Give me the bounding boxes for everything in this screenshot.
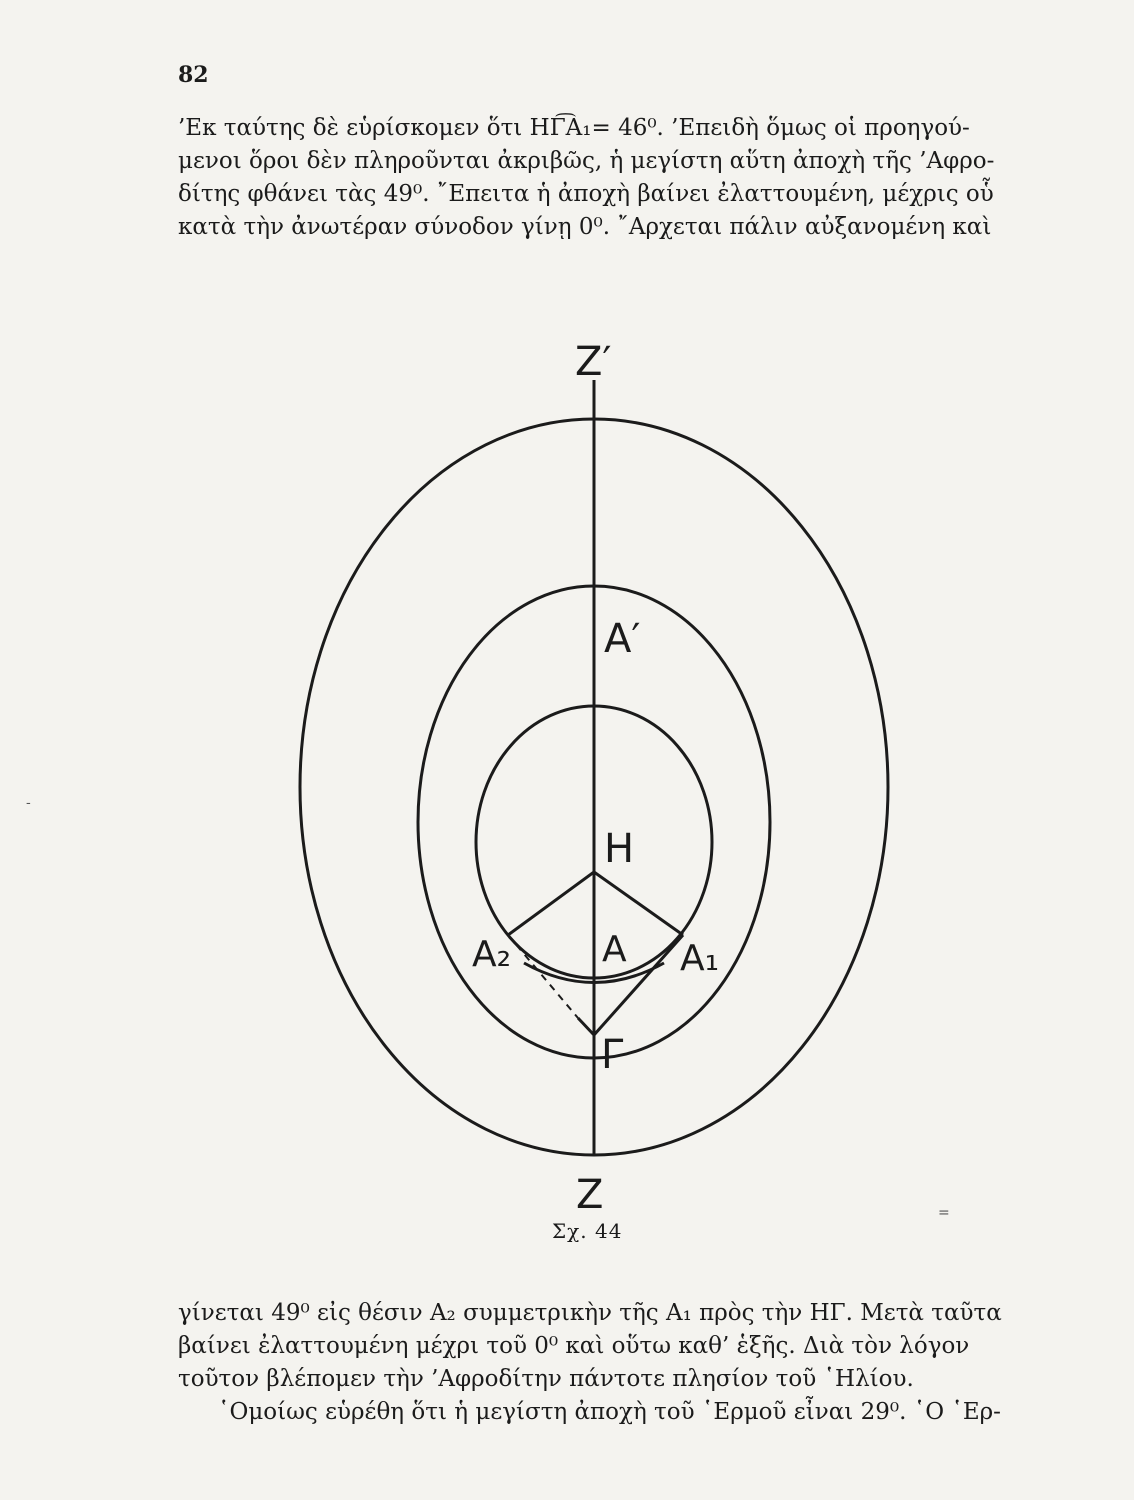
figure-caption: Σχ. 44 xyxy=(552,1219,623,1243)
page-number: 82 xyxy=(178,62,209,88)
text-line: γίνεται 49⁰ εἰς θέσιν Α₂ συμμετρικὴν τῆς Α₁ πρὸς τὴν ΗΓ. Μετὰ ταῦτα xyxy=(178,1300,1002,1326)
text-line: μενοι ὅροι δὲν πληροῦνται ἀκριβῶς, ἡ μεγίστη αὕτη ἀποχὴ τῆς ’Αφρο- xyxy=(178,148,995,174)
label-a-prime: A′ xyxy=(604,616,641,662)
margin-mark: - xyxy=(26,795,31,811)
text-line: τοῦτον βλέπομεν τὴν ’Αφροδίτην πάντοτε πλησίον τοῦ ῾Ηλίου. xyxy=(178,1366,914,1392)
label-a1: A₁ xyxy=(680,938,720,979)
text-line: βαίνει ἐλαττουμένη μέχρι τοῦ 0⁰ καὶ οὕτω καθ’ ἑξῆς. Διὰ τὸν λόγον xyxy=(178,1333,970,1359)
label-z-prime: Z′ xyxy=(575,339,612,385)
radius-line-a1 xyxy=(594,872,683,935)
radius-line-a2 xyxy=(508,872,594,935)
text-line: ῾Ομοίως εὑρέθη ὅτι ἡ μεγίστη ἀποχὴ τοῦ ῾Ερμοῦ εἶναι 29⁰. ῾Ο ῾Ερ- xyxy=(218,1399,1001,1425)
margin-mark: = xyxy=(938,1205,950,1221)
tangent-line-a2-solid xyxy=(578,1018,594,1035)
label-a2: A₂ xyxy=(472,934,512,975)
label-a: A xyxy=(602,929,627,970)
text-line: κατὰ τὴν ἀνωτέραν σύνοδον γίνῃ 0⁰. ῎Αρχεται πάλιν αὐξανομένη καὶ xyxy=(178,214,992,240)
text-line: ’Εκ ταύτης δὲ εὑρίσκομεν ὅτι ΗΓ͡Α₁= 46⁰. ’Επειδὴ ὅμως οἱ προηγού- xyxy=(178,115,970,141)
label-h: H xyxy=(604,826,635,872)
text-line: δίτης φθάνει τὰς 49⁰. ῎Επειτα ἡ ἀποχὴ βαίνει ἐλαττουμένη, μέχρις οὗ xyxy=(178,181,994,207)
label-gamma: Γ xyxy=(601,1032,624,1078)
tangent-line-a2-dashed xyxy=(508,935,578,1018)
bottom-paragraph xyxy=(178,1297,1040,1429)
label-z: Z xyxy=(576,1172,604,1218)
